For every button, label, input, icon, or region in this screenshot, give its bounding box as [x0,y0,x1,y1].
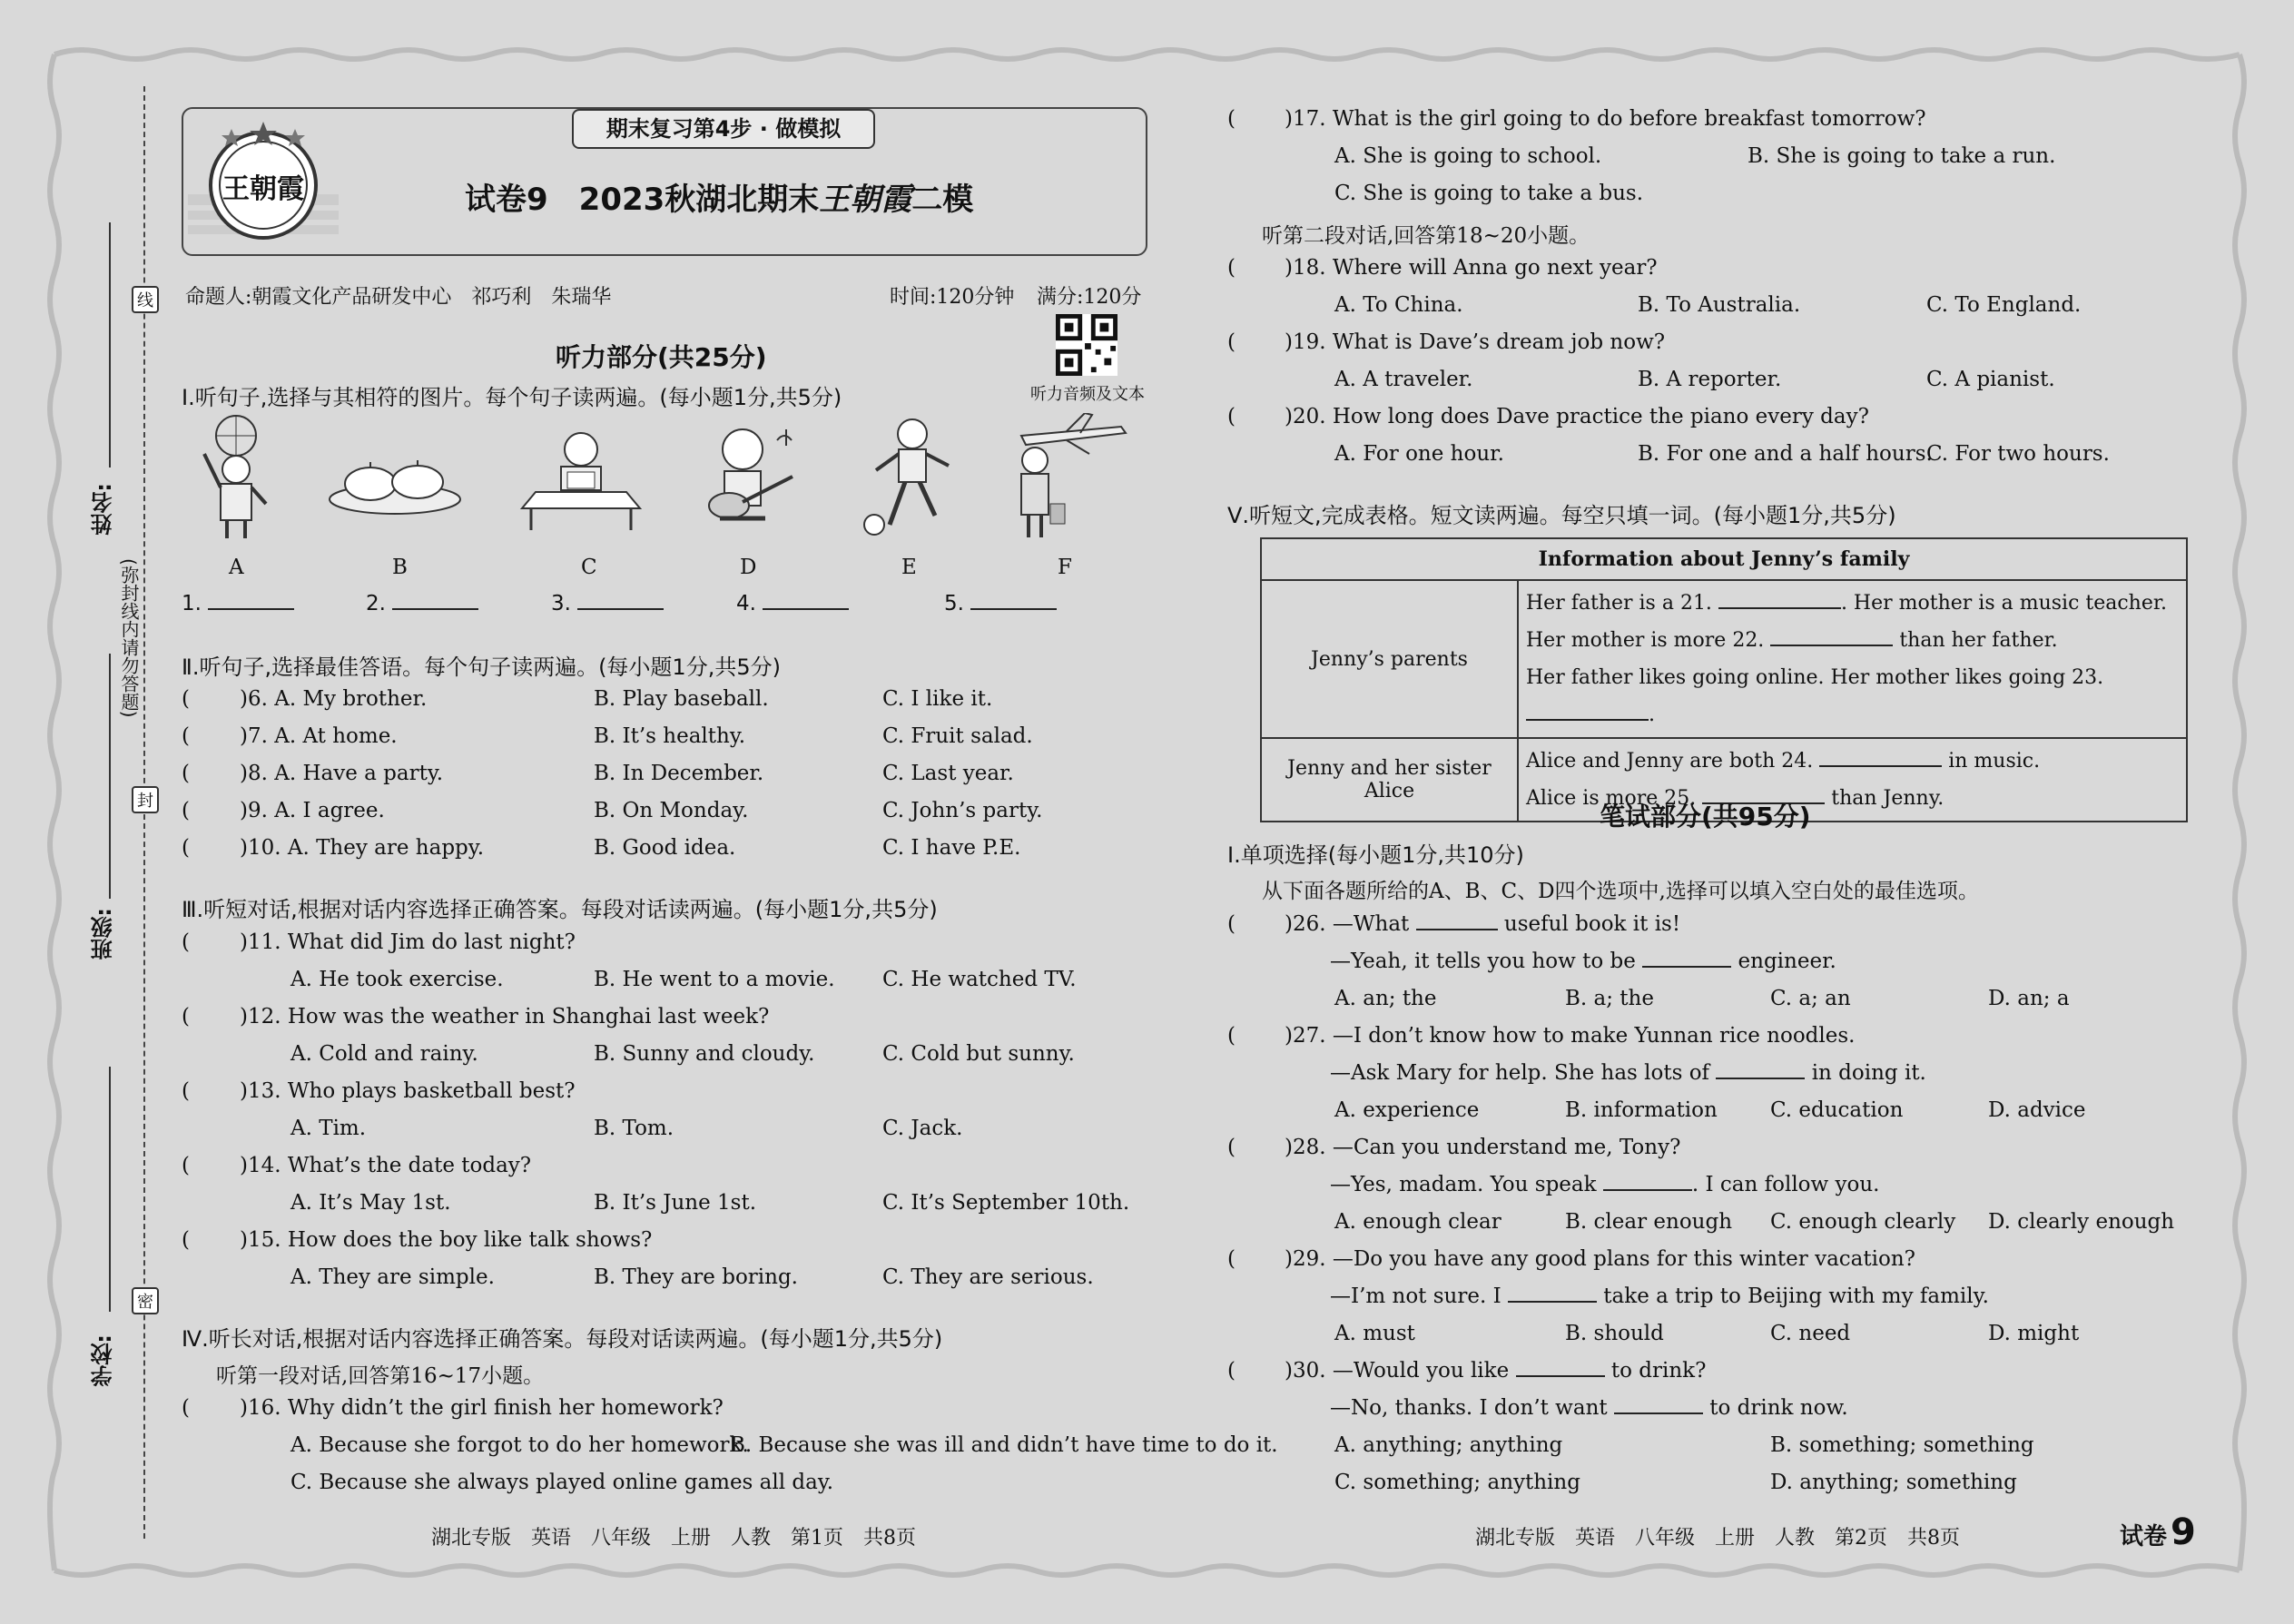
school-label: 学校: [91,1334,116,1387]
question-6: )6. A. My brother. [240,687,428,711]
pic-label-e: E [901,556,917,579]
picture-apples [327,449,463,517]
option-15b: B. They are boring. [594,1265,798,1289]
blank-26b[interactable] [1642,965,1731,968]
option-19b: B. A reporter. [1638,368,1782,391]
paren[interactable]: ( [1227,405,1236,428]
question-19: )19. What is Dave’s dream job now? [1285,330,1666,354]
option-26b: B. a; the [1565,987,1654,1010]
paren[interactable]: ( [1227,256,1236,280]
option-13a: A. Tim. [290,1117,367,1140]
s4-intro-1: 听第一段对话,回答第16~17小题。 [216,1364,545,1388]
option-29a: A. must [1334,1322,1415,1345]
question-28-line2: —Yes, madam. You speak . I can follow you. [1330,1173,1880,1196]
question-20: )20. How long does Dave practice the piano every day? [1285,405,1869,428]
option-9c: C. John’s party. [882,799,1043,822]
binding-notice: (弥封线内请勿答题) [118,558,140,718]
seal-char-line: 线 [132,286,159,313]
option-30c: C. something; anything [1334,1471,1580,1494]
pic-label-d: D [740,556,757,579]
svg-text:王朝霞: 王朝霞 [222,173,304,205]
option-7b: B. It’s healthy. [594,724,746,748]
option-9b: B. On Monday. [594,799,749,822]
option-11b: B. He went to a movie. [594,968,835,991]
option-12a: A. Cold and rainy. [290,1042,478,1066]
question-17: )17. What is the girl going to do before breakfast tomorrow? [1285,107,1926,131]
blank-28[interactable] [1603,1188,1692,1191]
paren[interactable]: ( [182,836,190,860]
option-26d: D. an; a [1988,987,2070,1010]
option-15c: C. They are serious. [882,1265,1094,1289]
pic-label-c: C [581,556,597,579]
option-29b: B. should [1565,1322,1664,1345]
badge-label: 试卷 [2120,1523,2168,1550]
class-label: 班级: [91,908,116,960]
s4-intro-2: 听第二段对话,回答第18~20小题。 [1262,224,1590,248]
answer-slot-2[interactable]: 2. [366,592,478,615]
question-8: )8. A. Have a party. [240,762,444,785]
option-16b: B. Because she was ill and didn’t have time to do it. [730,1433,1278,1457]
s3-heading: Ⅲ.听短对话,根据对话内容选择正确答案。每段对话读两遍。(每小题1分,共5分) [182,897,938,922]
footer-left: 湖北专版 英语 八年级 上册 人教 第1页 共8页 [431,1527,916,1550]
paren[interactable]: ( [1227,330,1236,354]
question-30: )30. —Would you like to drink? [1285,1359,1707,1383]
option-28a: A. enough clear [1334,1210,1501,1234]
option-16a: A. Because she forgot to do her homework. [290,1433,749,1457]
question-27-line2: —Ask Mary for help. She has lots of in doing it. [1330,1061,1926,1085]
question-29: )29. —Do you have any good plans for this winter vacation? [1285,1247,1915,1271]
writing-s1-intro: 从下面各题所给的A、B、C、D四个选项中,选择可以填入空白处的最佳选项。 [1262,880,1979,903]
paren[interactable]: ( [182,1154,190,1177]
blank-30a[interactable] [1516,1374,1605,1377]
paren[interactable]: ( [182,1396,190,1420]
answer-slot-5[interactable]: 5. [944,592,1057,615]
blank-27[interactable] [1716,1077,1805,1079]
option-8b: B. In December. [594,762,764,785]
writing-title: 笔试部分(共95分) [1600,802,1811,832]
pic-label-b: B [392,556,408,579]
review-tag: 期末复习第4步 · 做模拟 [572,109,875,149]
option-27b: B. information [1565,1098,1718,1122]
s2-heading: Ⅱ.听句子,选择最佳答语。每个句子读两遍。(每小题1分,共5分) [182,655,781,680]
row-parents-content: Her father is a 21. . Her mother is a music teacher. Her mother is more 22. than her father. Her father likes going online. Her mother likes going 23. . [1518,580,2187,738]
option-18c: C. To England. [1926,293,2082,317]
option-28c: C. enough clearly [1770,1210,1956,1234]
question-10: )10. A. They are happy. [240,836,485,860]
paren[interactable]: ( [182,687,190,711]
s5-heading: Ⅴ.听短文,完成表格。短文读两遍。每空只填一词。(每小题1分,共5分) [1227,503,1896,528]
picture-boy-football [858,416,967,538]
option-18b: B. To Australia. [1638,293,1801,317]
option-14c: C. It’s September 10th. [882,1191,1130,1215]
paren[interactable]: ( [182,799,190,822]
question-9: )9. A. I agree. [240,799,385,822]
footer-right: 湖北专版 英语 八年级 上册 人教 第2页 共8页 [1475,1527,1960,1550]
option-20b: B. For one and a half hours. [1638,442,1933,466]
answer-slot-1[interactable]: 1. [182,592,294,615]
paren[interactable]: ( [1227,1024,1236,1048]
paren[interactable]: ( [1227,1247,1236,1271]
picture-boy-guitar [697,422,806,536]
option-8c: C. Last year. [882,762,1014,785]
paren[interactable]: ( [1227,1136,1236,1159]
badge-number: 9 [2171,1511,2196,1553]
option-14a: A. It’s May 1st. [290,1191,451,1215]
blank-29[interactable] [1508,1300,1597,1303]
picture-boy-reading [517,427,645,531]
blank-24[interactable] [1819,764,1942,767]
option-17a: A. She is going to school. [1334,144,1602,168]
option-29c: C. need [1770,1322,1851,1345]
option-27d: D. advice [1988,1098,2086,1122]
option-13b: B. Tom. [594,1117,674,1140]
option-19a: A. A traveler. [1334,368,1473,391]
option-18a: A. To China. [1334,293,1463,317]
option-14b: B. It’s June 1st. [594,1191,757,1215]
jenny-family-table [1260,537,2188,822]
row-label-parents: Jenny’s parents [1261,580,1518,738]
paren[interactable]: ( [1227,912,1236,936]
option-12c: C. Cold but sunny. [882,1042,1075,1066]
option-12b: B. Sunny and cloudy. [594,1042,815,1066]
listening-title: 听力部分(共25分) [556,342,767,372]
qr-caption: 听力音频及文本 [1030,385,1145,404]
option-26c: C. a; an [1770,987,1851,1010]
s1-heading: Ⅰ.听句子,选择与其相符的图片。每个句子读两遍。(每小题1分,共5分) [182,385,842,410]
compiler-info: 命题人:朝霞文化产品研发中心 祁巧利 朱瑞华 [185,286,612,309]
question-16: )16. Why didn’t the girl finish her homework? [240,1396,724,1420]
option-27c: C. education [1770,1098,1904,1122]
option-30d: D. anything; something [1770,1471,2017,1494]
option-28b: B. clear enough [1565,1210,1733,1234]
blank-23[interactable] [1526,718,1649,721]
writing-s1-heading: Ⅰ.单项选择(每小题1分,共10分) [1227,842,1524,868]
row-label-sisters: Jenny and her sister Alice [1261,738,1518,822]
question-15: )15. How does the boy like talk shows? [240,1228,653,1252]
exam-time: 时间:120分钟 [890,286,1015,309]
question-28: )28. —Can you understand me, Tony? [1285,1136,1681,1159]
option-11c: C. He watched TV. [882,968,1077,991]
question-14: )14. What’s the date today? [240,1154,532,1177]
question-26-line2: —Yeah, it tells you how to be engineer. [1330,950,1836,973]
paren[interactable]: ( [182,1228,190,1252]
table-title: Information about Jenny’s family [1261,538,2187,580]
option-6b: B. Play baseball. [594,687,769,711]
paren[interactable]: ( [1227,107,1236,131]
option-10b: B. Good idea. [594,836,736,860]
question-29-line2: —I’m not sure. I take a trip to Beijing with my family. [1330,1284,1989,1308]
question-27: )27. —I don’t know how to make Yunnan rice noodles. [1285,1024,1856,1048]
option-15a: A. They are simple. [290,1265,495,1289]
picture-boy-basketball [186,413,286,540]
name-label: 姓名: [91,483,116,536]
option-19c: C. A pianist. [1926,368,2055,391]
question-26: )26. —What useful book it is! [1285,912,1681,936]
name-field[interactable] [109,222,111,468]
option-28d: D. clearly enough [1988,1210,2175,1234]
option-11a: A. He took exercise. [290,968,504,991]
paren[interactable]: ( [182,1005,190,1029]
blank-30b[interactable] [1614,1412,1703,1414]
pic-label-f: F [1058,556,1072,579]
pic-label-a: A [229,556,244,579]
option-26a: A. an; the [1334,987,1437,1010]
qr-code-icon[interactable] [1056,314,1117,376]
option-30a: A. anything; anything [1334,1433,1563,1457]
option-10c: C. I have P.E. [882,836,1021,860]
option-6c: C. I like it. [882,687,993,711]
answer-slot-4[interactable]: 4. [736,592,849,615]
school-field[interactable] [109,1067,111,1312]
exam-score: 满分:120分 [1037,286,1142,309]
title-main: 试卷9 2023秋湖北期末 [465,182,820,218]
option-29d: D. might [1988,1322,2080,1345]
question-7: )7. A. At home. [240,724,398,748]
option-27a: A. experience [1334,1098,1480,1122]
answer-slot-3[interactable]: 3. [551,592,664,615]
paren[interactable]: ( [1227,1359,1236,1383]
s4-heading: Ⅳ.听长对话,根据对话内容选择正确答案。每段对话读两遍。(每小题1分,共5分) [182,1326,943,1352]
paren[interactable]: ( [182,1079,190,1103]
question-30-line2: —No, thanks. I don’t want to drink now. [1330,1396,1848,1420]
paren[interactable]: ( [182,724,190,748]
blank-21[interactable] [1718,606,1841,609]
option-20c: C. For two hours. [1926,442,2110,466]
option-30b: B. something; something [1770,1433,2034,1457]
seal-char-secret: 密 [132,1287,159,1314]
paren[interactable]: ( [182,762,190,785]
question-13: )13. Who plays basketball best? [240,1079,576,1103]
row-sisters-content: Alice and Jenny are both 24. in music. Alice is more 25. than Jenny. [1518,738,2187,822]
paper-badge [2120,1511,2196,1553]
option-17c: C. She is going to take a bus. [1334,182,1644,205]
option-16c: C. Because she always played online games all day. [290,1471,834,1494]
question-11: )11. What did Jim do last night? [240,930,576,954]
seal-char-seal: 封 [132,786,159,813]
question-18: )18. Where will Anna go next year? [1285,256,1658,280]
option-13c: C. Jack. [882,1117,963,1140]
class-field[interactable] [109,654,111,899]
logo-icon [186,116,340,251]
option-7c: C. Fruit salad. [882,724,1033,748]
title-brand: 王朝霞 [819,182,912,218]
blank-22[interactable] [1770,644,1893,646]
option-20a: A. For one hour. [1334,442,1504,466]
option-17b: B. She is going to take a run. [1748,144,2056,168]
blank-26a[interactable] [1416,928,1498,930]
paper-title [465,174,973,219]
question-12: )12. How was the weather in Shanghai last week? [240,1005,770,1029]
picture-pilot-airplane [1003,413,1130,540]
paren[interactable]: ( [182,930,190,954]
title-suffix: 二模 [911,182,974,218]
